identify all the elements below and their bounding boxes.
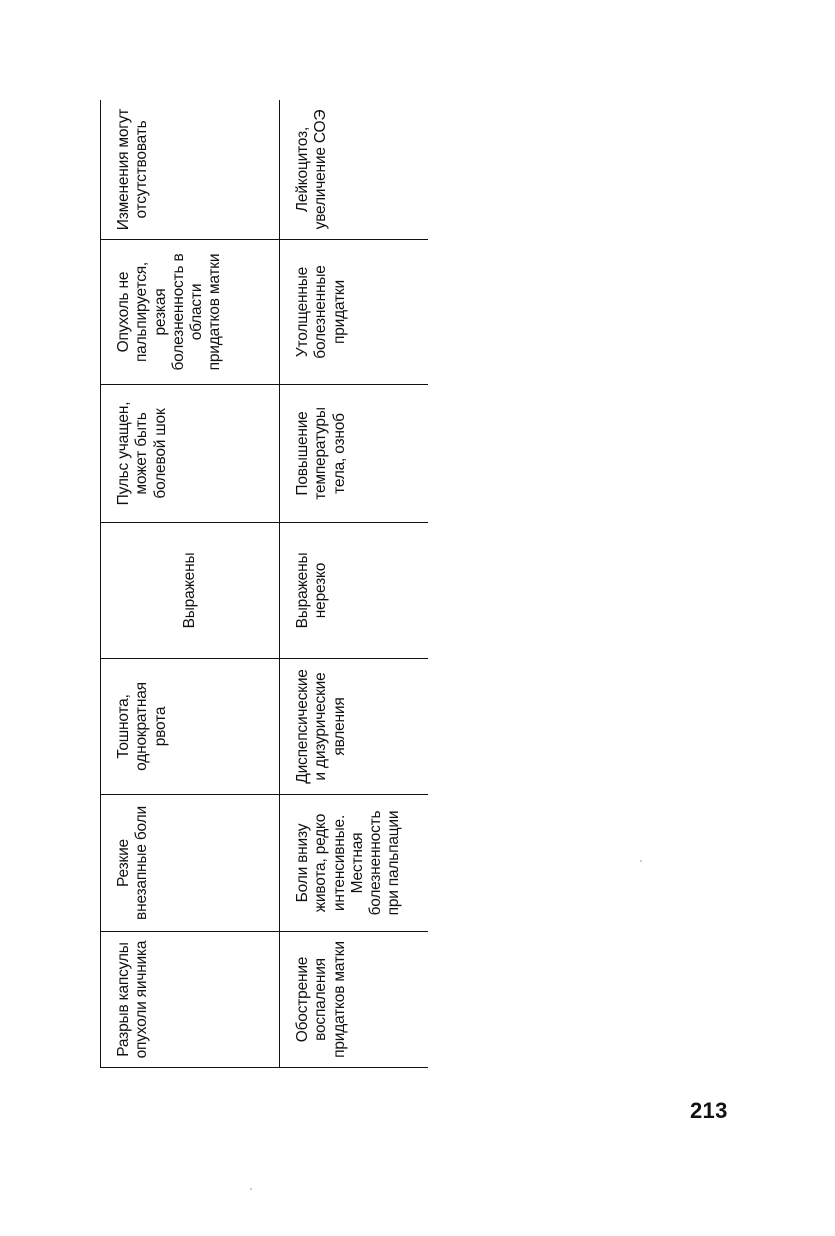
scan-speck bbox=[250, 1188, 252, 1190]
scan-speck bbox=[640, 860, 642, 862]
table-cell: Боли внизу живота, редко интенсивные. Местная болезненность при пальпации bbox=[280, 795, 429, 932]
table-cell: Обострение воспаления придатков матки bbox=[280, 932, 429, 1068]
rotated-table-wrapper bbox=[100, 100, 428, 1068]
table-cell: Резкие внезапные боли bbox=[101, 795, 280, 932]
table-cell: Повышение температуры тела, озноб bbox=[280, 385, 429, 523]
table-cell: Выражены нерезко bbox=[280, 523, 429, 659]
table-cell: Пульс учащен, может быть болевой шок bbox=[101, 385, 280, 523]
table-row-adnexitis-exacerbation bbox=[280, 100, 429, 1068]
table-cell: Изменения могут отсутствовать bbox=[101, 100, 280, 240]
table-row-ovarian-cyst-rupture bbox=[101, 100, 280, 1068]
table-cell: Лейкоцитоз, увеличение СОЭ bbox=[280, 100, 429, 240]
diagnosis-table bbox=[100, 100, 428, 1068]
table-cell: Тошнота, однократная рвота bbox=[101, 659, 280, 795]
table-cell: Опухоль не пальпируется, резкая болезненность в области придатков матки bbox=[101, 240, 280, 385]
table-cell: Разрыв капсулы опухоли яичника bbox=[101, 932, 280, 1068]
table-cell: Утолщенные болезненные придатки bbox=[280, 240, 429, 385]
table-cell: Диспепсические и дизурические явления bbox=[280, 659, 429, 795]
page-number: 213 bbox=[690, 1098, 728, 1123]
table-cell: Выражены bbox=[101, 523, 280, 659]
